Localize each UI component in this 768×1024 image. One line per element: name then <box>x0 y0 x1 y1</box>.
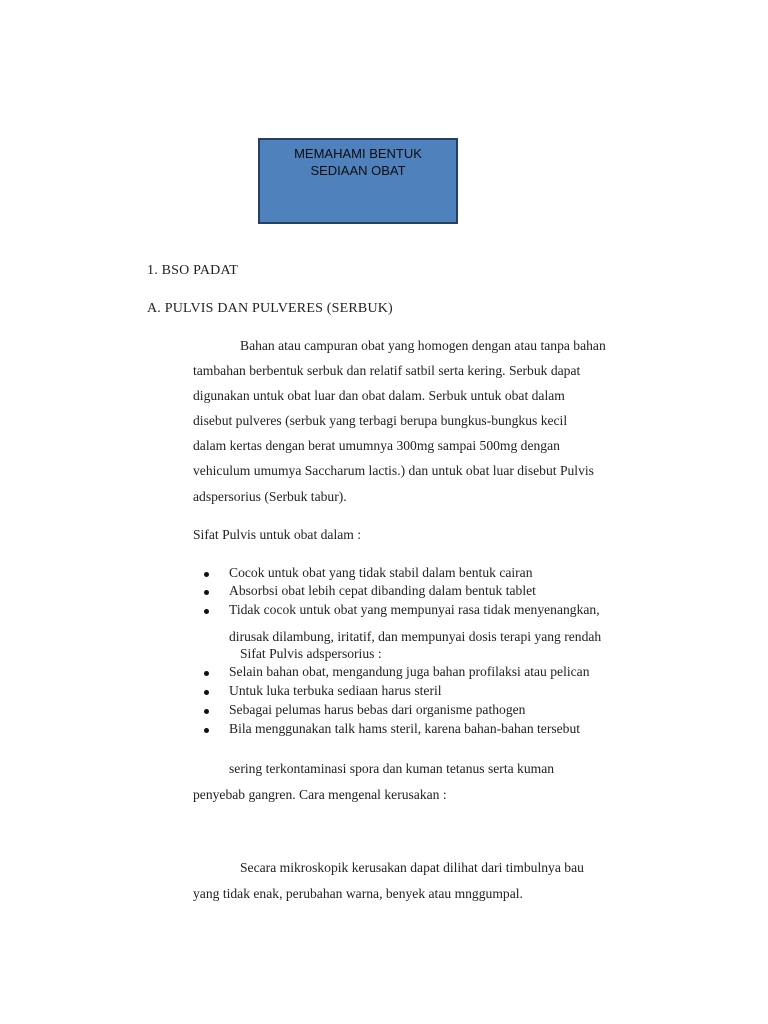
paragraph-line: dalam kertas dengan berat umumnya 300mg sampai 500mg dengan <box>193 438 560 453</box>
paragraph-line: adspersorius (Serbuk tabur). <box>193 489 347 504</box>
list-item-continuation: dirusak dilambung, iritatif, dan mempunyai dosis terapi yang rendah <box>229 629 602 644</box>
bullet-icon <box>204 590 209 595</box>
bullet-icon <box>204 609 209 614</box>
title-box <box>258 138 458 224</box>
bullet-icon <box>204 572 209 577</box>
paragraph-line: tambahan berbentuk serbuk dan relatif satbil serta kering. Serbuk dapat <box>193 363 581 378</box>
sifat-dalam-label: Sifat Pulvis untuk obat dalam : <box>193 527 362 542</box>
paragraph-line: penyebab gangren. Cara mengenal kerusakan : <box>193 787 447 802</box>
list-item: Selain bahan obat, mengandung juga bahan profilaksi atau pelican <box>229 664 590 679</box>
list-item: Tidak cocok untuk obat yang mempunyai rasa tidak menyenangkan, <box>229 602 600 617</box>
sifat-adspersorius-label: Sifat Pulvis adspersorius : <box>240 646 382 661</box>
paragraph-line: disebut pulveres (serbuk yang terbagi berupa bungkus-bungkus kecil <box>193 413 568 428</box>
paragraph-line: digunakan untuk obat luar dan obat dalam. Serbuk untuk obat dalam <box>193 388 565 403</box>
paragraph-line: yang tidak enak, perubahan warna, benyek atau mnggumpal. <box>193 886 523 901</box>
paragraph-line: sering terkontaminasi spora dan kuman tetanus serta kuman <box>229 761 555 776</box>
title-line-1: MEMAHAMI BENTUK <box>294 146 422 161</box>
paragraph-line: Bahan atau campuran obat yang homogen dengan atau tanpa bahan <box>240 338 606 353</box>
title-line-2: SEDIAAN OBAT <box>310 163 406 178</box>
paragraph-line: Secara mikroskopik kerusakan dapat dilihat dari timbulnya bau <box>240 860 584 875</box>
list-item: Absorbsi obat lebih cepat dibanding dalam bentuk tablet <box>229 583 536 598</box>
bullet-icon <box>204 709 209 714</box>
list-item: Untuk luka terbuka sediaan harus steril <box>229 683 442 698</box>
section-heading-bso-padat: 1. BSO PADAT <box>147 263 238 278</box>
list-item: Cocok untuk obat yang tidak stabil dalam bentuk cairan <box>229 565 533 580</box>
bullet-icon <box>204 690 209 695</box>
list-item: Bila menggunakan talk hams steril, karena bahan-bahan tersebut <box>229 721 581 736</box>
subsection-heading-pulvis: A. PULVIS DAN PULVERES (SERBUK) <box>147 301 393 316</box>
bullet-icon <box>204 671 209 676</box>
paragraph-line: vehiculum umumya Saccharum lactis.) dan untuk obat luar disebut Pulvis <box>193 463 594 478</box>
list-item: Sebagai pelumas harus bebas dari organisme pathogen <box>229 702 526 717</box>
bullet-icon <box>204 728 209 733</box>
